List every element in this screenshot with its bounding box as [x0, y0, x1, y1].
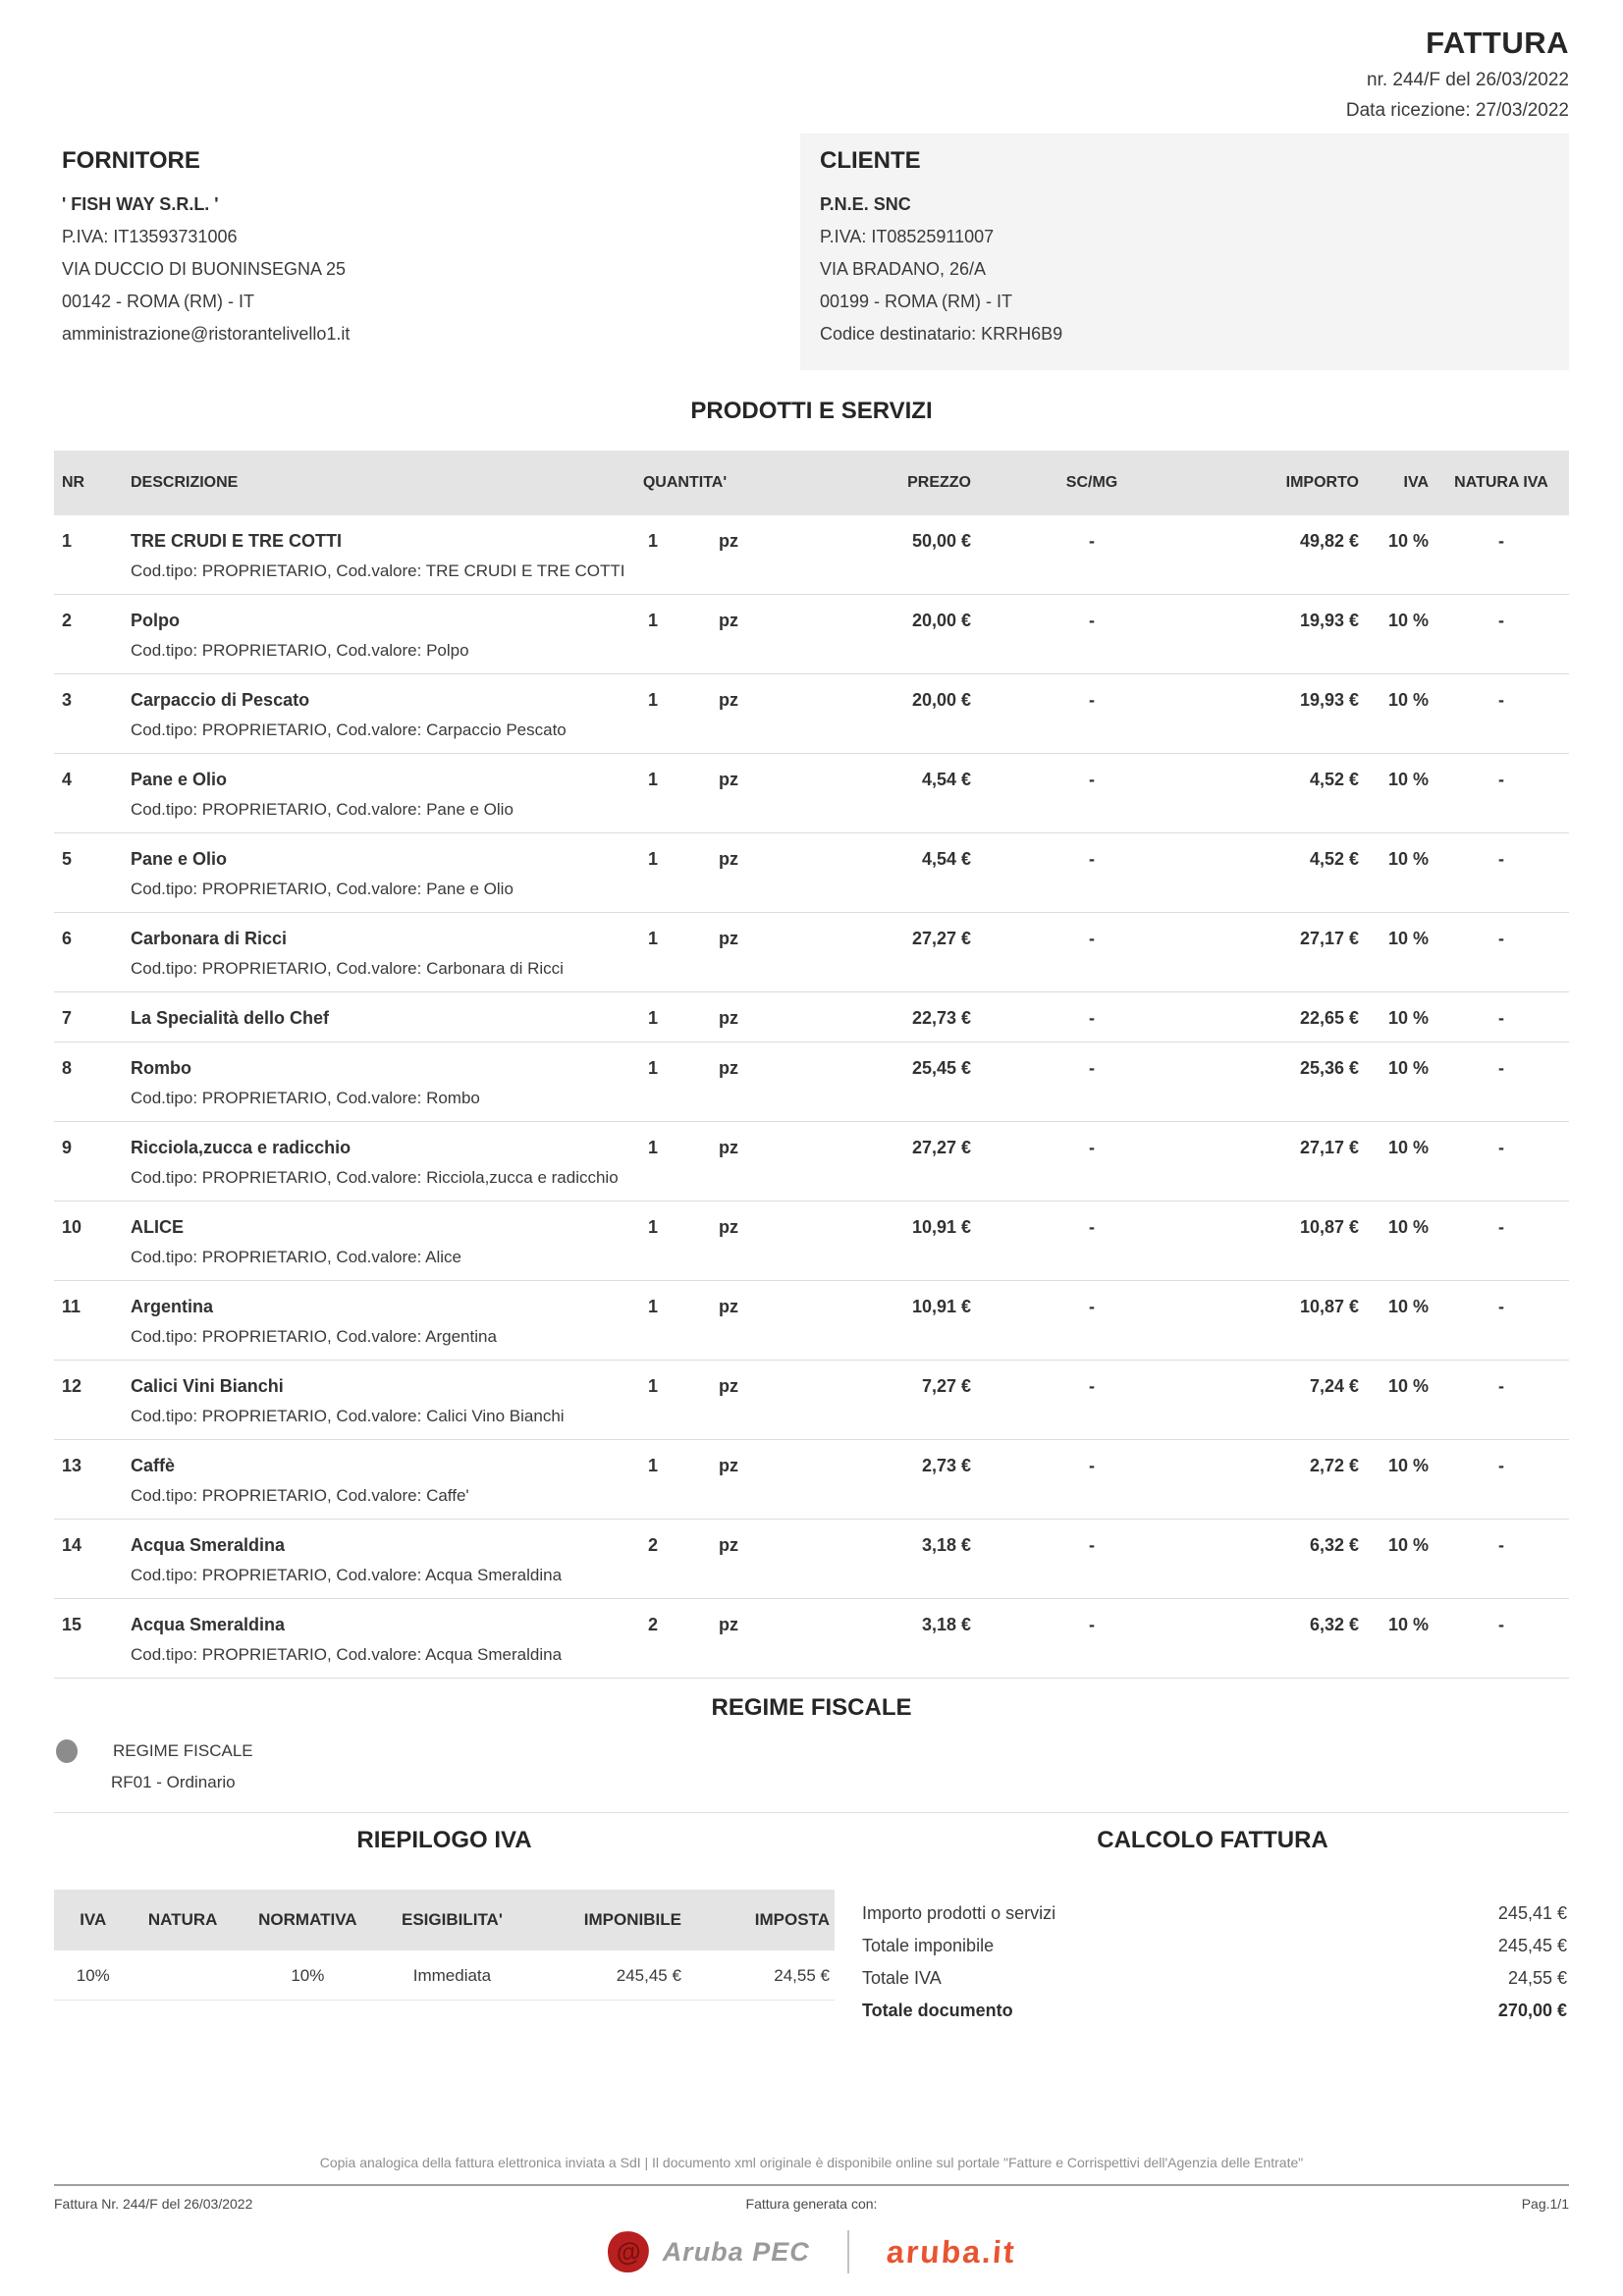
cell-amount: 27,17 €: [1299, 929, 1359, 948]
cell-description: Calici Vini Bianchi: [131, 1376, 284, 1396]
cell-vat-nature: -: [1498, 1138, 1504, 1157]
vat-value-iva: 10%: [76, 1966, 110, 1985]
supplier-vat: P.IVA: IT13593731006: [62, 227, 238, 246]
product-row-main: [54, 1212, 1569, 1242]
cell-discount: -: [1089, 611, 1095, 630]
customer-city: 00199 - ROMA (RM) - IT: [820, 292, 1013, 311]
product-row-main: [54, 924, 1569, 953]
cell-vat-nature: -: [1498, 1535, 1504, 1555]
cell-vat-nature: -: [1498, 611, 1504, 630]
cell-nr: 9: [62, 1138, 73, 1157]
cell-price: 3,18 €: [921, 1615, 971, 1634]
product-row-main: [54, 765, 1569, 794]
column-header-importo: IMPORTO: [1285, 474, 1359, 491]
cell-nr: 2: [62, 611, 73, 630]
customer-sdi-code: Codice destinatario: KRRH6B9: [820, 324, 1063, 344]
supplier-name: ' FISH WAY S.R.L. ': [62, 194, 219, 214]
cell-discount: -: [1089, 1297, 1095, 1316]
document-header: [54, 0, 1569, 122]
customer-address: VIA BRADANO, 26/A: [820, 259, 987, 279]
invoice-number-line: nr. 244/F del 26/03/2022: [1367, 70, 1569, 90]
product-row: [54, 1201, 1569, 1281]
cell-price: 7,27 €: [921, 1376, 971, 1396]
product-row: [54, 1599, 1569, 1679]
footer-disclaimer: Copia analogica della fattura elettronica inviata a SdI | Il documento xml originale è disponibile online sul portale "Fatture e Corrispettivi dell'Agenzia delle Entrate": [319, 2155, 1304, 2170]
cell-discount: -: [1089, 1535, 1095, 1555]
cell-amount: 49,82 €: [1299, 531, 1359, 551]
summary-section: [54, 1827, 1569, 2027]
column-header-quantita: QUANTITA': [642, 474, 728, 491]
product-row-codes: Cod.tipo: PROPRIETARIO, Cod.valore: Acqua Smeraldina: [131, 1566, 563, 1584]
vat-value-imposta: 24,55 €: [774, 1966, 830, 1985]
calc-row-document-total: [856, 1995, 1569, 2027]
cell-price: 3,18 €: [921, 1535, 971, 1555]
cell-quantity: 1: [647, 611, 658, 630]
footer-page-number: Pag.1/1: [1521, 2196, 1569, 2212]
product-row-main: [54, 1530, 1569, 1560]
product-row: [54, 1042, 1569, 1122]
cell-nr: 13: [62, 1456, 82, 1475]
regime-section-heading: REGIME FISCALE: [711, 1694, 912, 1721]
cell-discount: -: [1089, 1456, 1095, 1475]
cell-nr: 6: [62, 929, 73, 948]
cell-nr: 14: [62, 1535, 82, 1555]
cell-amount: 2,72 €: [1309, 1456, 1359, 1475]
footer-info-row: [54, 2196, 1569, 2212]
cell-vat-nature: -: [1498, 1217, 1504, 1237]
cell-vat: 10 %: [1387, 1058, 1429, 1078]
cell-vat-nature: -: [1498, 929, 1504, 948]
calc-row-taxable-total: [856, 1930, 1569, 1962]
cell-price: 10,91 €: [911, 1217, 971, 1237]
customer-name: P.N.E. SNC: [820, 194, 911, 214]
cell-quantity: 1: [647, 1376, 658, 1396]
cell-price: 27,27 €: [911, 1138, 971, 1157]
cell-price: 20,00 €: [911, 690, 971, 710]
cell-unit: pz: [719, 531, 738, 551]
vat-summary-block: [54, 1827, 835, 2027]
aruba-pec-logo: [608, 2231, 810, 2272]
regime-label: REGIME FISCALE: [113, 1741, 253, 1760]
supplier-heading: FORNITORE: [62, 147, 200, 174]
invoice-calc-block: [856, 1827, 1569, 2027]
invoice-calc-heading: CALCOLO FATTURA: [1097, 1827, 1328, 1853]
pec-logo-text: Aruba PEC: [662, 2236, 810, 2267]
calc-label: Totale IVA: [862, 1968, 942, 1988]
cell-unit: pz: [719, 1456, 738, 1475]
cell-discount: -: [1089, 1138, 1095, 1157]
product-row: [54, 754, 1569, 833]
invoice-calc-rows: [856, 1897, 1569, 2027]
product-row-main: [54, 1003, 1569, 1033]
column-header-natura-iva: NATURA IVA: [1454, 474, 1548, 491]
supplier-city: 00142 - ROMA (RM) - IT: [62, 292, 255, 311]
cell-unit: pz: [719, 1535, 738, 1555]
cell-nr: 7: [62, 1008, 73, 1028]
cell-price: 20,00 €: [911, 611, 971, 630]
calc-value: 24,55 €: [1507, 1968, 1567, 1988]
vat-col-natura: NATURA: [147, 1910, 218, 1929]
vat-value-natura: [133, 1966, 234, 1986]
product-row: [54, 595, 1569, 674]
cell-quantity: 1: [647, 770, 658, 789]
cell-description: Argentina: [131, 1297, 214, 1316]
cell-vat: 10 %: [1387, 770, 1429, 789]
cell-amount: 7,24 €: [1309, 1376, 1359, 1396]
cell-unit: pz: [719, 1615, 738, 1634]
cell-discount: -: [1089, 770, 1095, 789]
cell-nr: 12: [62, 1376, 82, 1396]
cell-discount: -: [1089, 1058, 1095, 1078]
customer-heading: CLIENTE: [820, 147, 921, 174]
cell-discount: -: [1089, 929, 1095, 948]
product-row-codes: Cod.tipo: PROPRIETARIO, Cod.valore: Argentina: [131, 1327, 497, 1346]
product-row-codes: Cod.tipo: PROPRIETARIO, Cod.valore: Carbonara di Ricci: [131, 959, 564, 978]
cell-nr: 3: [62, 690, 73, 710]
cell-discount: -: [1089, 1615, 1095, 1634]
product-row-codes: Cod.tipo: PROPRIETARIO, Cod.valore: Calici Vino Bianchi: [131, 1407, 565, 1425]
cell-description: ALICE: [131, 1217, 184, 1237]
product-row-codes: Cod.tipo: PROPRIETARIO, Cod.valore: Polpo: [131, 641, 469, 660]
footer-generated-with: Fattura generata con:: [745, 2196, 878, 2212]
vat-value-imponibile: 245,45 €: [616, 1966, 681, 1985]
cell-unit: pz: [719, 611, 738, 630]
product-row-main: [54, 1371, 1569, 1401]
cell-nr: 1: [62, 531, 73, 551]
cell-nr: 10: [62, 1217, 82, 1237]
product-row-main: [54, 1292, 1569, 1321]
cell-vat: 10 %: [1387, 1008, 1429, 1028]
calc-label: Totale imponibile: [862, 1936, 995, 1955]
cell-vat-nature: -: [1498, 531, 1504, 551]
cell-vat-nature: -: [1498, 1008, 1504, 1028]
cell-amount: 10,87 €: [1299, 1217, 1359, 1237]
bullet-icon: [56, 1739, 78, 1763]
product-row-main: [54, 526, 1569, 556]
footer-divider: [54, 2184, 1569, 2186]
product-row-codes: Cod.tipo: PROPRIETARIO, Cod.valore: Pane e Olio: [131, 800, 514, 819]
cell-vat: 10 %: [1387, 1456, 1429, 1475]
cell-vat: 10 %: [1387, 1615, 1429, 1634]
column-header-prezzo: PREZZO: [907, 474, 971, 491]
cell-description: La Specialità dello Chef: [131, 1008, 330, 1028]
product-row: [54, 992, 1569, 1042]
column-header-descrizione: DESCRIZIONE: [131, 474, 239, 491]
product-row-main: [54, 606, 1569, 635]
vat-col-imponibile: IMPONIBILE: [583, 1910, 681, 1929]
cell-price: 25,45 €: [911, 1058, 971, 1078]
product-row: [54, 674, 1569, 754]
page-footer: [54, 2155, 1569, 2296]
product-row-codes: Cod.tipo: PROPRIETARIO, Cod.valore: Alice: [131, 1248, 461, 1266]
cell-vat: 10 %: [1387, 531, 1429, 551]
cell-vat-nature: -: [1498, 690, 1504, 710]
vat-table-header: [54, 1890, 835, 1950]
cell-vat: 10 %: [1387, 1217, 1429, 1237]
cell-vat: 10 %: [1387, 1535, 1429, 1555]
supplier-address: VIA DUCCIO DI BUONINSEGNA 25: [62, 259, 347, 279]
cell-quantity: 1: [647, 849, 658, 869]
cell-vat: 10 %: [1387, 611, 1429, 630]
cell-amount: 4,52 €: [1309, 849, 1359, 869]
cell-vat: 10 %: [1387, 1297, 1429, 1316]
cell-discount: -: [1089, 1376, 1095, 1396]
cell-amount: 22,65 €: [1299, 1008, 1359, 1028]
cell-unit: pz: [719, 1008, 738, 1028]
column-header-iva: IVA: [1403, 474, 1429, 491]
product-row-main: [54, 1133, 1569, 1162]
product-row-codes: Cod.tipo: PROPRIETARIO, Cod.valore: Carpaccio Pescato: [131, 721, 567, 739]
section-divider: [54, 1812, 1569, 1813]
logo-divider: [847, 2230, 849, 2273]
product-row: [54, 1440, 1569, 1520]
cell-price: 2,73 €: [921, 1456, 971, 1475]
product-row-codes: Cod.tipo: PROPRIETARIO, Cod.valore: Caffe': [131, 1486, 469, 1505]
cell-unit: pz: [719, 1217, 738, 1237]
cell-description: Pane e Olio: [131, 849, 228, 869]
cell-nr: 5: [62, 849, 73, 869]
cell-amount: 6,32 €: [1309, 1535, 1359, 1555]
supplier-block: [54, 133, 800, 370]
calc-row-products-amount: [856, 1897, 1569, 1930]
cell-unit: pz: [719, 1058, 738, 1078]
products-section-heading: PRODOTTI E SERVIZI: [690, 398, 933, 424]
cell-description: Ricciola,zucca e radicchio: [131, 1138, 352, 1157]
cell-quantity: 1: [647, 1008, 658, 1028]
cell-vat-nature: -: [1498, 1058, 1504, 1078]
cell-amount: 10,87 €: [1299, 1297, 1359, 1316]
cell-description: TRE CRUDI E TRE COTTI: [131, 531, 342, 551]
cell-quantity: 1: [647, 1058, 658, 1078]
cell-description: Pane e Olio: [131, 770, 228, 789]
product-row-codes: Cod.tipo: PROPRIETARIO, Cod.valore: Pane e Olio: [131, 880, 514, 898]
regime-row: [54, 1739, 1569, 1763]
product-row-codes: Cod.tipo: PROPRIETARIO, Cod.valore: Ricciola,zucca e radicchio: [131, 1168, 619, 1187]
cell-amount: 27,17 €: [1299, 1138, 1359, 1157]
document-title: FATTURA: [1426, 26, 1569, 60]
product-row: [54, 1520, 1569, 1599]
cell-quantity: 1: [647, 1297, 658, 1316]
cell-vat-nature: -: [1498, 770, 1504, 789]
cell-discount: -: [1089, 1008, 1095, 1028]
cell-vat-nature: -: [1498, 849, 1504, 869]
cell-vat-nature: -: [1498, 1376, 1504, 1396]
cell-vat-nature: -: [1498, 1297, 1504, 1316]
cell-price: 27,27 €: [911, 929, 971, 948]
product-row: [54, 1361, 1569, 1440]
cell-vat: 10 %: [1387, 849, 1429, 869]
reception-date-line: Data ricezione: 27/03/2022: [1345, 100, 1569, 121]
column-header-nr: NR: [62, 474, 85, 491]
cell-price: 4,54 €: [921, 849, 971, 869]
product-row-main: [54, 844, 1569, 874]
cell-description: Rombo: [131, 1058, 191, 1078]
cell-nr: 4: [62, 770, 73, 789]
cell-quantity: 1: [647, 531, 658, 551]
cell-quantity: 1: [647, 690, 658, 710]
cell-discount: -: [1089, 849, 1095, 869]
aruba-it-logo: aruba.it: [885, 2233, 1017, 2269]
cell-unit: pz: [719, 1376, 738, 1396]
vat-summary-heading: RIEPILOGO IVA: [356, 1827, 532, 1853]
cell-quantity: 1: [647, 1217, 658, 1237]
cell-price: 10,91 €: [911, 1297, 971, 1316]
vat-col-esigibilita: ESIGIBILITA': [401, 1910, 503, 1929]
product-row: [54, 515, 1569, 595]
cell-description: Polpo: [131, 611, 180, 630]
cell-price: 22,73 €: [911, 1008, 971, 1028]
vat-table-row: [54, 1950, 835, 2001]
calc-row-vat-total: [856, 1962, 1569, 1995]
product-row: [54, 833, 1569, 913]
cell-quantity: 1: [647, 1138, 658, 1157]
regime-value: RF01 - Ordinario: [111, 1773, 236, 1791]
product-row-main: [54, 1610, 1569, 1639]
cell-vat-nature: -: [1498, 1456, 1504, 1475]
cell-nr: 15: [62, 1615, 82, 1634]
cell-amount: 6,32 €: [1309, 1615, 1359, 1634]
vat-summary-table: [54, 1890, 835, 2001]
cell-quantity: 2: [647, 1615, 658, 1634]
vat-col-iva: IVA: [80, 1910, 107, 1929]
cell-unit: pz: [719, 770, 738, 789]
cell-unit: pz: [719, 849, 738, 869]
customer-vat: P.IVA: IT08525911007: [820, 227, 995, 246]
cell-price: 4,54 €: [921, 770, 971, 789]
vat-value-esigibilita: Immediata: [412, 1966, 492, 1985]
cell-unit: pz: [719, 690, 738, 710]
cell-vat: 10 %: [1387, 1138, 1429, 1157]
product-row: [54, 1281, 1569, 1361]
products-rows: [54, 515, 1569, 1679]
supplier-email: amministrazione@ristorantelivello1.it: [62, 324, 351, 344]
cell-amount: 19,93 €: [1299, 611, 1359, 630]
calc-value: 270,00 €: [1497, 2001, 1567, 2020]
parties-section: [54, 133, 1569, 370]
cell-discount: -: [1089, 531, 1095, 551]
calc-value: 245,41 €: [1497, 1903, 1567, 1923]
cell-description: Carpaccio di Pescato: [131, 690, 310, 710]
cell-unit: pz: [719, 1297, 738, 1316]
calc-value: 245,45 €: [1497, 1936, 1567, 1955]
column-header-scmg: SC/MG: [1065, 474, 1118, 491]
cell-unit: pz: [719, 929, 738, 948]
footer-invoice-ref: Fattura Nr. 244/F del 26/03/2022: [54, 2196, 253, 2212]
cell-amount: 25,36 €: [1299, 1058, 1359, 1078]
cell-discount: -: [1089, 690, 1095, 710]
vat-col-normativa: NORMATIVA: [258, 1910, 357, 1929]
product-row-main: [54, 1053, 1569, 1083]
vat-value-normativa: 10%: [291, 1966, 325, 1985]
footer-logos: [54, 2221, 1569, 2282]
cell-quantity: 1: [647, 929, 658, 948]
cell-vat: 10 %: [1387, 690, 1429, 710]
vat-col-imposta: IMPOSTA: [754, 1910, 830, 1929]
product-row-codes: Cod.tipo: PROPRIETARIO, Cod.valore: Acqua Smeraldina: [131, 1645, 563, 1664]
calc-label: Importo prodotti o servizi: [862, 1903, 1056, 1923]
cell-vat: 10 %: [1387, 1376, 1429, 1396]
pec-seal-icon: @: [605, 2228, 651, 2274]
cell-amount: 19,93 €: [1299, 690, 1359, 710]
products-table-header: [54, 451, 1569, 515]
cell-vat: 10 %: [1387, 929, 1429, 948]
cell-description: Carbonara di Ricci: [131, 929, 288, 948]
cell-discount: -: [1089, 1217, 1095, 1237]
cell-nr: 8: [62, 1058, 73, 1078]
cell-description: Acqua Smeraldina: [131, 1615, 286, 1634]
product-row: [54, 913, 1569, 992]
cell-vat-nature: -: [1498, 1615, 1504, 1634]
cell-quantity: 1: [647, 1456, 658, 1475]
product-row-main: [54, 685, 1569, 715]
cell-description: Caffè: [131, 1456, 176, 1475]
cell-amount: 4,52 €: [1309, 770, 1359, 789]
calc-label: Totale documento: [862, 2001, 1013, 2020]
product-row-main: [54, 1451, 1569, 1480]
cell-price: 50,00 €: [911, 531, 971, 551]
cell-quantity: 2: [647, 1535, 658, 1555]
product-row-codes: Cod.tipo: PROPRIETARIO, Cod.valore: Rombo: [131, 1089, 480, 1107]
product-row-codes: Cod.tipo: PROPRIETARIO, Cod.valore: TRE CRUDI E TRE COTTI: [131, 561, 625, 580]
customer-block: [800, 133, 1569, 370]
cell-unit: pz: [719, 1138, 738, 1157]
cell-nr: 11: [62, 1297, 81, 1316]
product-row: [54, 1122, 1569, 1201]
cell-description: Acqua Smeraldina: [131, 1535, 286, 1555]
